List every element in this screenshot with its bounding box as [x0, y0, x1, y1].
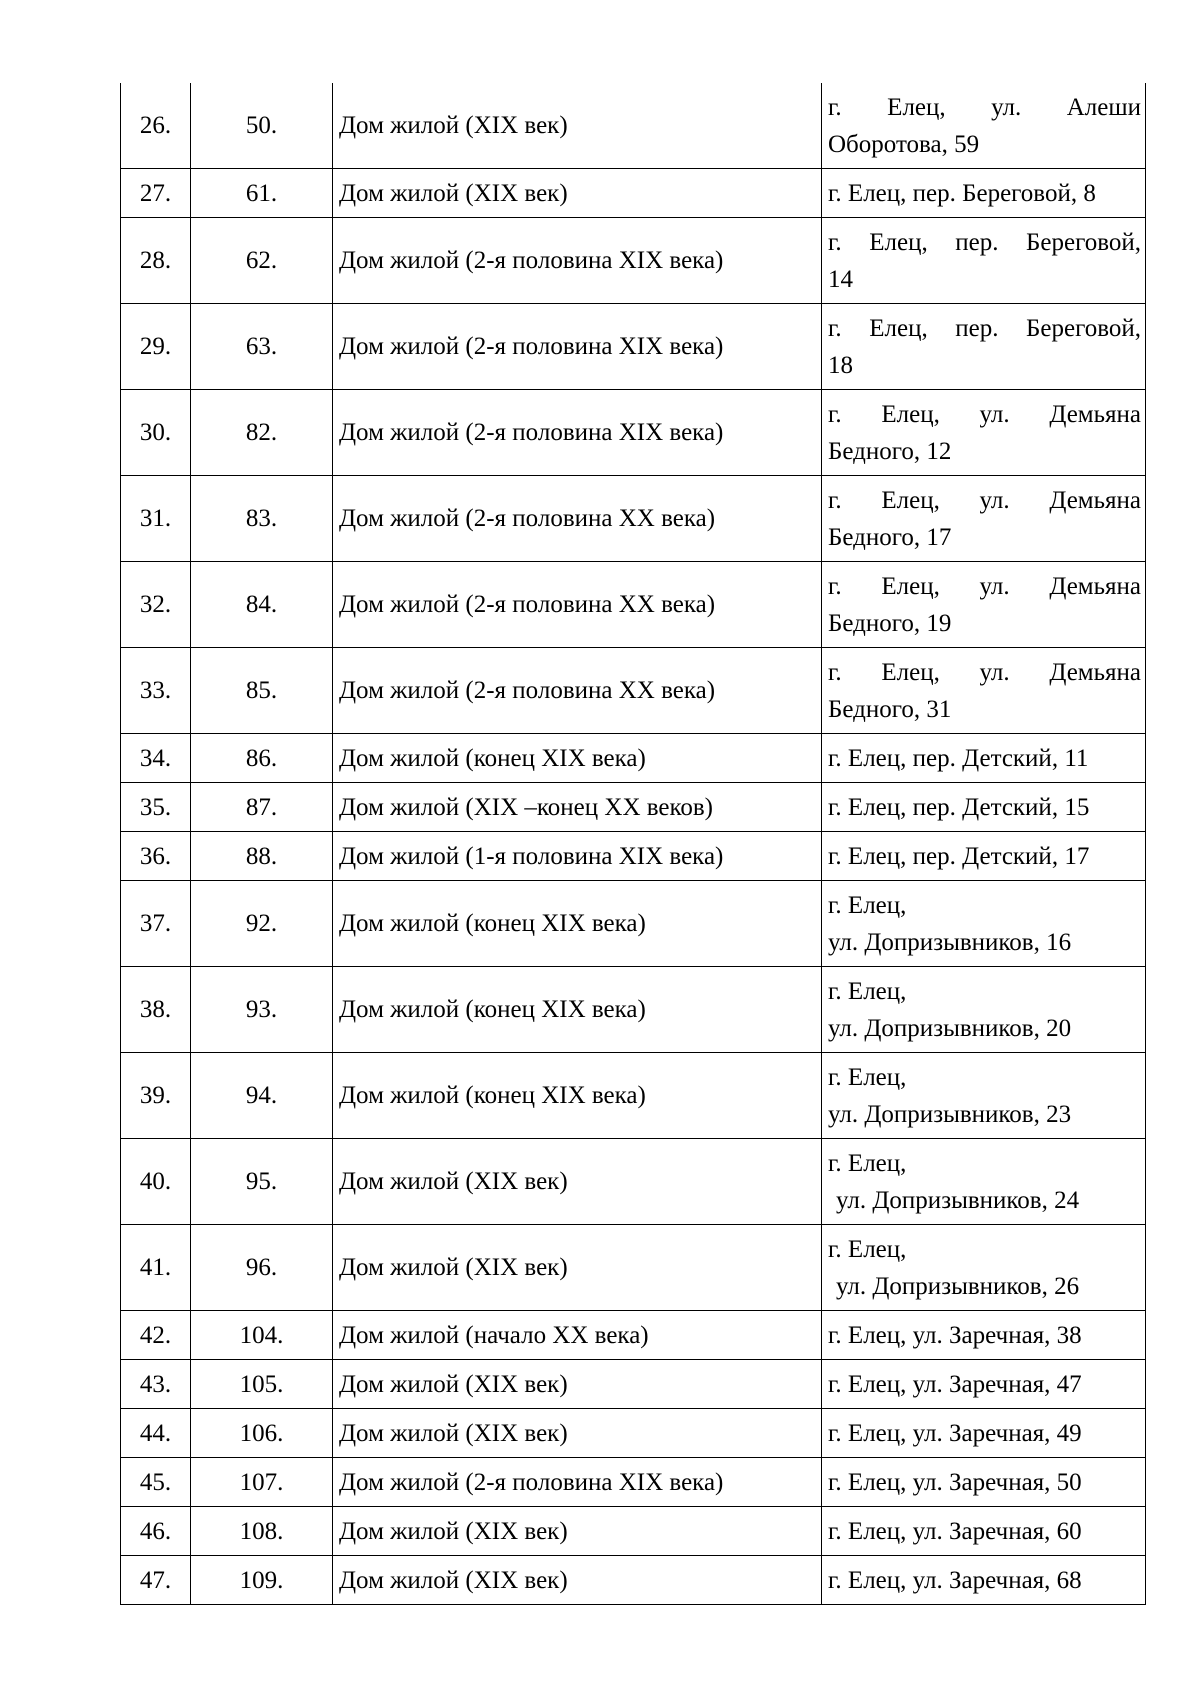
address-cell — [822, 218, 1146, 304]
table-row — [121, 169, 1146, 218]
row-number-cell: 38. — [121, 967, 191, 1053]
address-cell — [822, 734, 1146, 783]
object-name-cell: Дом жилой (XIX век) — [333, 1139, 822, 1225]
address-line: г. Елец, ул. Заречная, 47 — [828, 1370, 1082, 1398]
address-cell — [822, 1507, 1146, 1556]
row-number-cell: 31. — [121, 476, 191, 562]
register-number-cell: 109. — [191, 1556, 333, 1605]
register-number-cell: 107. — [191, 1458, 333, 1507]
row-number-cell: 30. — [121, 390, 191, 476]
register-number-cell: 83. — [191, 476, 333, 562]
address-line: Оборотова, 59 — [828, 130, 980, 158]
address-line: г. Елец, пер. Береговой, — [828, 314, 1141, 342]
address-cell — [822, 832, 1146, 881]
register-number-cell: 94. — [191, 1053, 333, 1139]
row-number-cell: 45. — [121, 1458, 191, 1507]
address-cell — [822, 1458, 1146, 1507]
object-name-cell: Дом жилой (начало XX века) — [333, 1311, 822, 1360]
address-line: г. Елец, — [828, 1235, 907, 1263]
table-row — [121, 1507, 1146, 1556]
table-row — [121, 476, 1146, 562]
address-line: г. Елец, — [828, 977, 907, 1005]
register-number-cell: 86. — [191, 734, 333, 783]
row-number-cell: 47. — [121, 1556, 191, 1605]
table-row — [121, 304, 1146, 390]
register-number-cell: 95. — [191, 1139, 333, 1225]
table-row — [121, 1139, 1146, 1225]
row-number-cell: 44. — [121, 1409, 191, 1458]
row-number-cell: 40. — [121, 1139, 191, 1225]
row-number-cell: 27. — [121, 169, 191, 218]
object-name-cell: Дом жилой (XIX –конец XX веков) — [333, 783, 822, 832]
address-line: г. Елец, — [828, 891, 907, 919]
table-row — [121, 1556, 1146, 1605]
table-row — [121, 783, 1146, 832]
address-line: г. Елец, ул. Заречная, 38 — [828, 1321, 1082, 1349]
address-line: ул. Допризывников, 26 — [836, 1272, 1080, 1300]
table-row — [121, 1311, 1146, 1360]
register-number-cell: 108. — [191, 1507, 333, 1556]
address-line: г. Елец, ул. Демьяна — [828, 486, 1141, 514]
address-line: г. Елец, пер. Береговой, 8 — [828, 179, 1096, 207]
address-cell — [822, 1360, 1146, 1409]
address-line: г. Елец, ул. Заречная, 49 — [828, 1419, 1082, 1447]
register-number-cell: 62. — [191, 218, 333, 304]
address-cell — [822, 1225, 1146, 1311]
register-number-cell: 82. — [191, 390, 333, 476]
address-line: г. Елец, ул. Демьяна — [828, 572, 1141, 600]
address-line: г. Елец, пер. Береговой, — [828, 228, 1141, 256]
address-line: Бедного, 31 — [828, 695, 952, 723]
table-row — [121, 734, 1146, 783]
register-number-cell: 50. — [191, 83, 333, 169]
address-line: 14 — [828, 265, 853, 293]
object-name-cell: Дом жилой (2-я половина XIX века) — [333, 218, 822, 304]
address-cell — [822, 1139, 1146, 1225]
object-name-cell: Дом жилой (2-я половина XIX века) — [333, 1458, 822, 1507]
row-number-cell: 42. — [121, 1311, 191, 1360]
address-line: Бедного, 17 — [828, 523, 952, 551]
object-name-cell: Дом жилой (2-я половина XX века) — [333, 562, 822, 648]
object-name-cell: Дом жилой (конец XIX века) — [333, 1053, 822, 1139]
address-cell — [822, 83, 1146, 169]
object-name-cell: Дом жилой (2-я половина XIX века) — [333, 304, 822, 390]
row-number-cell: 39. — [121, 1053, 191, 1139]
heritage-objects-table — [120, 83, 1146, 1605]
address-line: г. Елец, ул. Заречная, 60 — [828, 1517, 1082, 1545]
address-line: 18 — [828, 351, 853, 379]
address-line: ул. Допризывников, 24 — [836, 1186, 1080, 1214]
address-cell — [822, 169, 1146, 218]
table-row — [121, 1458, 1146, 1507]
object-name-cell: Дом жилой (конец XIX века) — [333, 734, 822, 783]
object-name-cell: Дом жилой (XIX век) — [333, 1409, 822, 1458]
address-line: г. Елец, — [828, 1149, 907, 1177]
address-line: г. Елец, ул. Демьяна — [828, 658, 1141, 686]
table-row — [121, 967, 1146, 1053]
register-number-cell: 106. — [191, 1409, 333, 1458]
address-line: Бедного, 12 — [828, 437, 952, 465]
address-line: г. Елец, пер. Детский, 11 — [828, 744, 1089, 772]
address-cell — [822, 881, 1146, 967]
row-number-cell: 37. — [121, 881, 191, 967]
address-line: ул. Допризывников, 23 — [828, 1100, 1072, 1128]
address-line: г. Елец, пер. Детский, 17 — [828, 842, 1090, 870]
register-number-cell: 85. — [191, 648, 333, 734]
register-number-cell: 88. — [191, 832, 333, 881]
row-number-cell: 28. — [121, 218, 191, 304]
row-number-cell: 33. — [121, 648, 191, 734]
address-cell — [822, 648, 1146, 734]
object-name-cell: Дом жилой (1-я половина XIX века) — [333, 832, 822, 881]
row-number-cell: 26. — [121, 83, 191, 169]
address-line: г. Елец, ул. Алеши — [828, 93, 1141, 121]
address-cell — [822, 304, 1146, 390]
row-number-cell: 32. — [121, 562, 191, 648]
table-row — [121, 562, 1146, 648]
object-name-cell: Дом жилой (XIX век) — [333, 1360, 822, 1409]
table-row — [121, 1225, 1146, 1311]
object-name-cell: Дом жилой (XIX век) — [333, 1556, 822, 1605]
address-cell — [822, 390, 1146, 476]
address-line: г. Елец, — [828, 1063, 907, 1091]
table-row — [121, 390, 1146, 476]
object-name-cell: Дом жилой (2-я половина XIX века) — [333, 390, 822, 476]
register-number-cell: 63. — [191, 304, 333, 390]
register-number-cell: 61. — [191, 169, 333, 218]
object-name-cell: Дом жилой (2-я половина XX века) — [333, 648, 822, 734]
row-number-cell: 36. — [121, 832, 191, 881]
row-number-cell: 43. — [121, 1360, 191, 1409]
register-number-cell: 93. — [191, 967, 333, 1053]
register-number-cell: 87. — [191, 783, 333, 832]
table-row — [121, 218, 1146, 304]
table-row — [121, 83, 1146, 169]
address-cell — [822, 1409, 1146, 1458]
address-line: г. Елец, ул. Заречная, 50 — [828, 1468, 1082, 1496]
table-row — [121, 1053, 1146, 1139]
row-number-cell: 46. — [121, 1507, 191, 1556]
register-number-cell: 104. — [191, 1311, 333, 1360]
row-number-cell: 41. — [121, 1225, 191, 1311]
register-number-cell: 96. — [191, 1225, 333, 1311]
address-line: г. Елец, ул. Демьяна — [828, 400, 1141, 428]
register-number-cell: 92. — [191, 881, 333, 967]
address-cell — [822, 783, 1146, 832]
object-name-cell: Дом жилой (конец XIX века) — [333, 967, 822, 1053]
address-line: ул. Допризывников, 16 — [828, 928, 1072, 956]
object-name-cell: Дом жилой (XIX век) — [333, 1225, 822, 1311]
table-row — [121, 832, 1146, 881]
address-line: г. Елец, ул. Заречная, 68 — [828, 1566, 1082, 1594]
register-number-cell: 84. — [191, 562, 333, 648]
object-name-cell: Дом жилой (XIX век) — [333, 83, 822, 169]
table-body — [121, 83, 1146, 1605]
row-number-cell: 34. — [121, 734, 191, 783]
row-number-cell: 35. — [121, 783, 191, 832]
address-cell — [822, 476, 1146, 562]
row-number-cell: 29. — [121, 304, 191, 390]
address-cell — [822, 1053, 1146, 1139]
table-row — [121, 1360, 1146, 1409]
object-name-cell: Дом жилой (XIX век) — [333, 1507, 822, 1556]
address-cell — [822, 1311, 1146, 1360]
address-line: г. Елец, пер. Детский, 15 — [828, 793, 1090, 821]
table-row — [121, 881, 1146, 967]
object-name-cell: Дом жилой (2-я половина XX века) — [333, 476, 822, 562]
register-number-cell: 105. — [191, 1360, 333, 1409]
address-line: ул. Допризывников, 20 — [828, 1014, 1072, 1042]
address-cell — [822, 562, 1146, 648]
table-row — [121, 1409, 1146, 1458]
object-name-cell: Дом жилой (конец XIX века) — [333, 881, 822, 967]
address-cell — [822, 967, 1146, 1053]
object-name-cell: Дом жилой (XIX век) — [333, 169, 822, 218]
table-row — [121, 648, 1146, 734]
address-cell — [822, 1556, 1146, 1605]
address-line: Бедного, 19 — [828, 609, 952, 637]
